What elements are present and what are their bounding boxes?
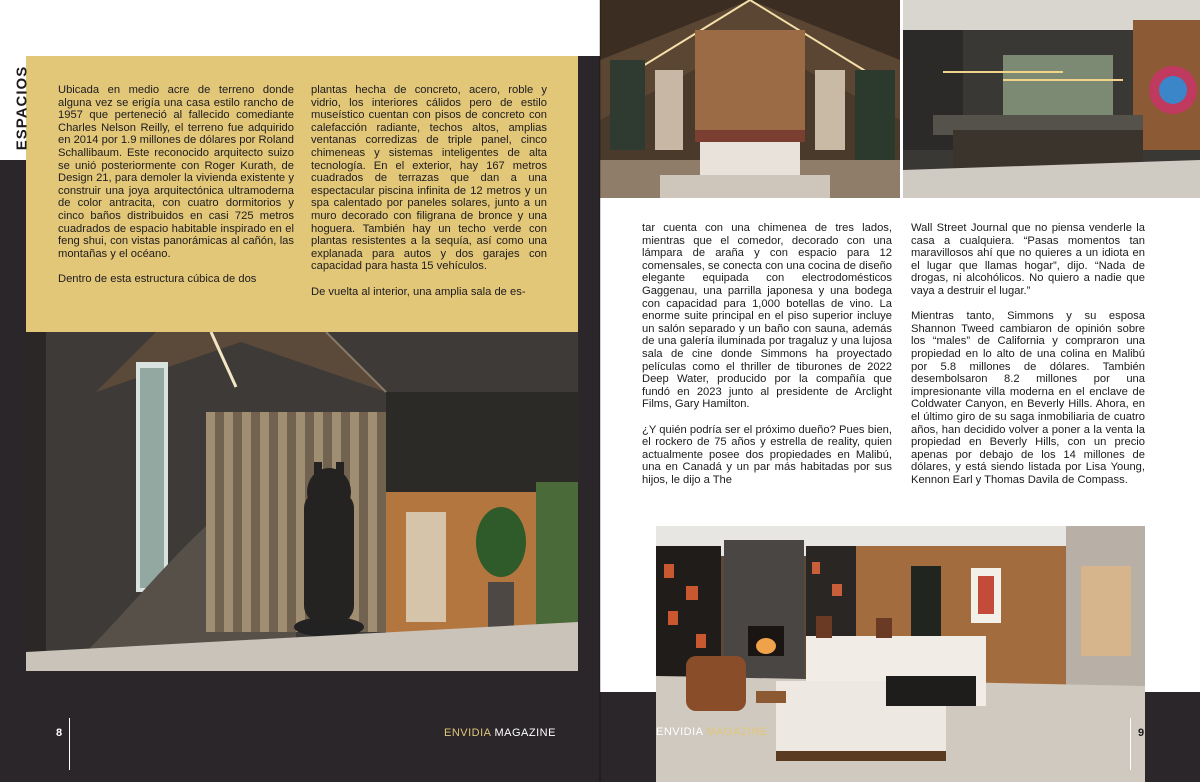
- masthead-name: ENVIDIA: [656, 726, 703, 738]
- right-footer-dark-right: [1145, 692, 1200, 782]
- paragraph: De vuelta al interior, una amplia sala de es-: [311, 285, 526, 298]
- folio-rule-left: [69, 718, 70, 770]
- paragraph: Dentro de esta estructura cúbica de dos: [58, 272, 257, 285]
- living-room-photo: [656, 526, 1145, 782]
- masthead-word: MAGAZINE: [706, 726, 768, 738]
- page-spine: [599, 0, 601, 782]
- paragraph: Mientras tanto, Simmons y su esposa Shannon Tweed cambiaron de opinión sobre los “males” de California y compraron una propiedad en lo alto de una colina en Malibú por 5.8 millones de dólares. También desembolsaron 8.2 millones por una impresionante villa moderna en el enclave de Coldwater Canyon, en Beverly Hills. Ahora, en el último giro de su saga inmobiliaria de cuatro años, han decidido volver a poner a la venta la propiedad en Beverly Hills, con un precio apenas por debajo de los 14 millones de dólares, y está siendo listada por Lisa Young, Kennon Earl y Thomas Davila de Compass.: [911, 310, 1145, 486]
- page-number-right: 9: [1138, 727, 1145, 739]
- section-label-text: ESPACIOS: [13, 65, 31, 151]
- paragraph: plantas hecha de concreto, acero, roble y vidrio, los interiores cálidos pero de estilo museístico cuentan con pisos de concreto con calefacción radiante, techos altos, amplias ventanas corredizas de triple panel, cinco chimeneas y sistemas inteligentes de alta tecnología. En el exterior, hay 167 metros cuadrados de terrazas que dan a una espectacular piscina infinita de 12 metros y un spa calentado por paneles solares, junto a un muro decorado con filigrana de bronce y una hoguera. También hay un techo verde con plantas resistentes a la sequía, así como una explanada para autos y dos garajes con capacidad para hasta 15 vehículos.: [311, 84, 547, 273]
- section-label: [4, 58, 40, 158]
- page-number-left: 8: [56, 727, 63, 739]
- folio-rule-right: [1130, 718, 1131, 770]
- masthead-word: MAGAZINE: [494, 727, 556, 739]
- paragraph: ¿Y quién podría ser el próximo dueño? Pues bien, el rockero de 75 años y estrella de reality, quien actualmente posee dos propiedades en Malibú, una en Canadá y un par más habitadas por sus hijos, le dijo a The: [642, 423, 892, 486]
- masthead-name: ENVIDIA: [444, 727, 491, 739]
- article-column-3: [642, 222, 892, 499]
- staircase-sculpture-photo: [26, 332, 578, 671]
- article-column-1: [58, 84, 294, 298]
- left-page-top-margin: [0, 0, 600, 56]
- article-column-2: [311, 84, 547, 311]
- paragraph: Wall Street Journal que no piensa venderle la casa a cualquiera. “Pasas momentos tan maravillosos ahí que no quieres a un idiota en el lugar que llamas hogar”, dijo. “Nada de drogas, ni alcohólicos. No quiero a nadie que vaya a destruir el lugar.”: [911, 222, 1145, 297]
- bedroom-photo: [600, 0, 900, 198]
- article-column-4: [911, 222, 1145, 499]
- masthead-left: [444, 727, 556, 739]
- masthead-right: [656, 726, 768, 738]
- paragraph: tar cuenta con una chimenea de tres lados, mientras que el comedor, decorado con una lámpara de araña y con espacio para 12 comensales, se conecta con una cocina de diseño elegante equipada con electrodomésticos Gaggenau, una parrilla japonesa y una bodega con capacidad para 1,000 botellas de vino. La enorme suite principal en el piso superior incluye un salón separado y un baño con sauna, además de una galería iluminada por tragaluz y una lujosa sala de cine donde Simmons ha proyectado películas como el thriller de tiburones de 2022 Deep Water, producido por la compañía que fundó en 2023 junto al presidente de Arclight Films, Gary Hamilton.: [642, 222, 893, 411]
- kitchen-photo: [903, 0, 1200, 198]
- paragraph: Ubicada en medio acre de terreno donde alguna vez se erigía una casa estilo rancho de 1957 que perteneció al fallecido comediante Charles Nelson Reilly, el terreno fue adquirido en 2014 por 1.9 millones de dólares por Roland Schallibaum. Este reconocido arquitecto suizo se unió posteriormente con Roger Kurath, de Design 21, para demoler la vivienda existente y construir una joya arquitectónica ultramoderna de color antracita, con cuatro dormitorios y cinco baños distribuidos en casi 725 metros cuadrados de espacio habitable inspirado en el feng shui, con vistas panorámicas al cañón, las montañas y el océano.: [58, 84, 294, 260]
- right-footer-dark-left: [600, 692, 656, 782]
